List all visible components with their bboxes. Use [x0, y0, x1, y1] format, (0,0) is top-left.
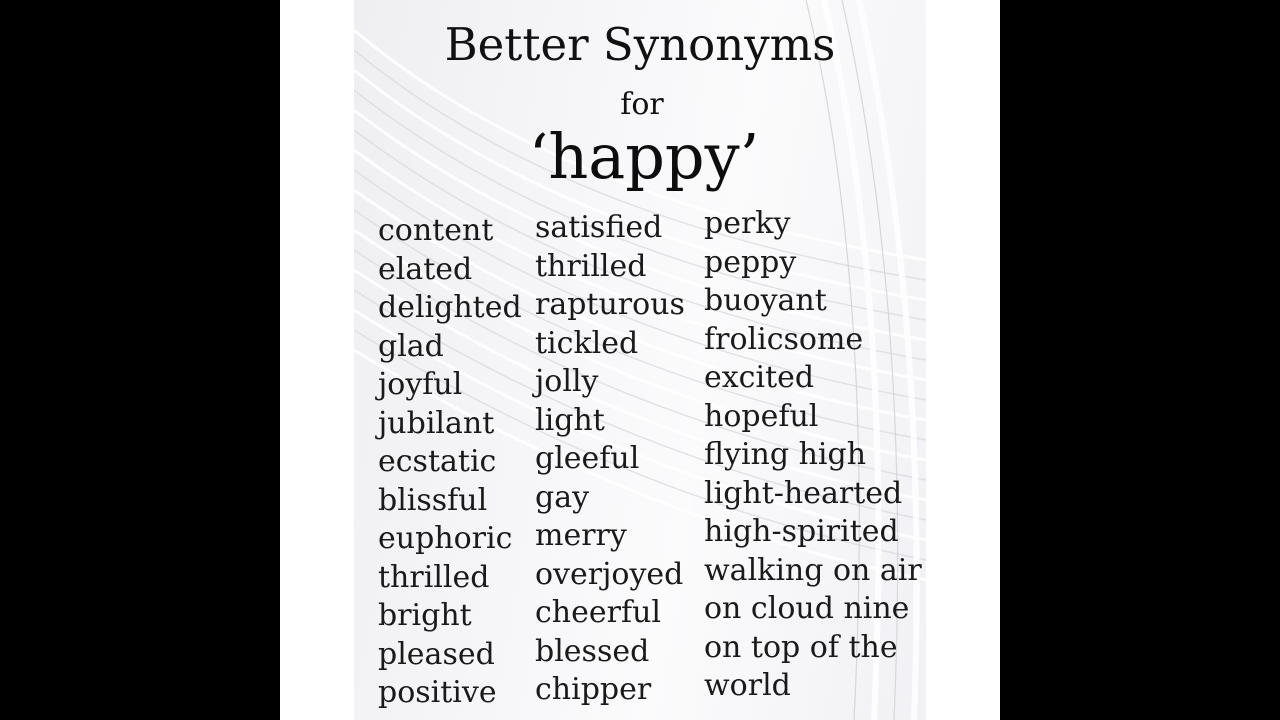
synonym-item: flying high [704, 437, 867, 472]
synonyms-poster [354, 0, 926, 720]
synonym-column-2 [535, 209, 685, 710]
synonym-item: high-spirited [704, 514, 899, 549]
poster-title: Better Synonyms [444, 18, 836, 71]
synonym-item: frolicsome [704, 321, 864, 357]
synonym-item: walking on air [704, 552, 922, 588]
synonym-item: merry [535, 518, 627, 553]
synonym-item: perky [704, 206, 791, 241]
synonym-item: euphoric [378, 521, 513, 556]
synonym-item: rapturous [535, 287, 685, 322]
synonym-item: hopeful [704, 398, 819, 434]
synonym-item: jubilant [378, 405, 495, 441]
synonym-item: thrilled [378, 559, 490, 595]
synonym-item: cheerful [535, 595, 661, 630]
synonym-item: delighted [378, 290, 522, 325]
synonym-item: on cloud nine [704, 591, 910, 626]
synonym-column-1 [378, 212, 522, 713]
synonym-item: gay [535, 479, 590, 515]
synonym-item: excited [704, 360, 815, 395]
synonym-item: on top of the [704, 629, 898, 665]
synonym-column-3 [704, 205, 922, 706]
synonym-item: glad [378, 328, 444, 364]
synonym-item: blissful [378, 482, 488, 518]
synonym-item: pleased [378, 636, 495, 672]
synonym-item: light [535, 402, 605, 438]
synonym-item: content [378, 213, 494, 248]
poster-keyword: ‘happy’ [528, 120, 760, 193]
synonym-item: tickled [535, 325, 639, 361]
poster-connector: for [620, 87, 664, 122]
synonym-item: blessed [535, 633, 650, 669]
synonym-item: overjoyed [535, 556, 684, 592]
synonym-item: bright [378, 598, 472, 633]
synonym-item: gleeful [535, 441, 640, 476]
synonym-item: chipper [535, 672, 652, 707]
synonym-item: joyful [378, 367, 463, 402]
synonym-item: peppy [704, 244, 797, 280]
synonym-item: thrilled [535, 248, 647, 284]
synonym-item: elated [378, 251, 473, 287]
synonym-item: light-hearted [704, 475, 903, 511]
synonym-item: jolly [535, 364, 599, 399]
synonym-item: ecstatic [378, 444, 497, 479]
synonym-item: world [704, 668, 791, 703]
synonym-item: buoyant [704, 283, 827, 318]
synonym-item: satisfied [535, 210, 663, 245]
synonym-item: positive [378, 675, 497, 710]
